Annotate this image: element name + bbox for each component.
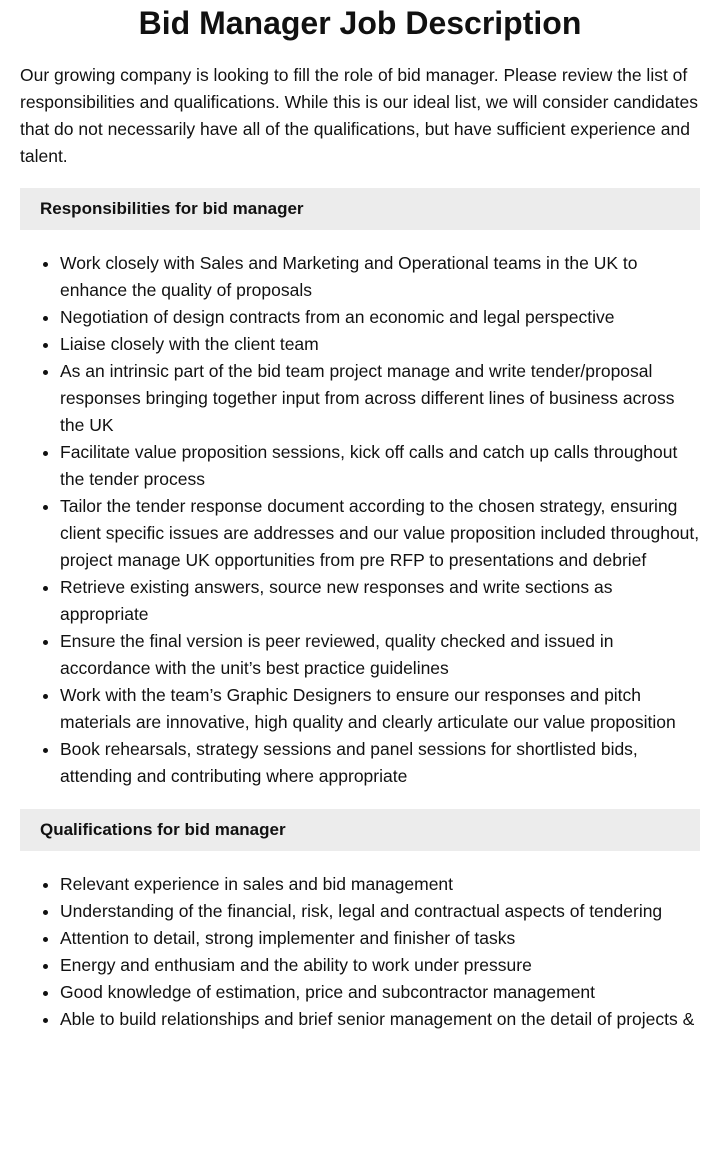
qualifications-list bbox=[20, 871, 700, 1033]
list-item: • Negotiation of design contracts from an economic and legal perspective bbox=[60, 304, 700, 331]
list-item: • Work closely with Sales and Marketing and Operational teams in the UK to enhance the quality of proposals bbox=[60, 250, 700, 304]
list-item: • Facilitate value proposition sessions, kick off calls and catch up calls throughout the tender process bbox=[60, 439, 700, 493]
page-title: Bid Manager Job Description bbox=[138, 5, 582, 41]
list-item: • Relevant experience in sales and bid management bbox=[60, 871, 700, 898]
list-item: • Book rehearsals, strategy sessions and panel sessions for shortlisted bids, attending and contributing where appropriate bbox=[60, 736, 700, 790]
list-item: • Understanding of the financial, risk, legal and contractual aspects of tendering bbox=[60, 898, 700, 925]
list-item: • Ensure the final version is peer reviewed, quality checked and issued in accordance with the unit’s best practice guidelines bbox=[60, 628, 700, 682]
list-item: • Good knowledge of estimation, price and subcontractor management bbox=[60, 979, 700, 1006]
list-item: • Attention to detail, strong implementer and finisher of tasks bbox=[60, 925, 700, 952]
responsibilities-heading: Responsibilities for bid manager bbox=[20, 188, 700, 230]
list-item: • Retrieve existing answers, source new responses and write sections as appropriate bbox=[60, 574, 700, 628]
responsibilities-list bbox=[20, 250, 700, 790]
intro-paragraph: Our growing company is looking to fill the role of bid manager. Please review the list of responsibilities and qualifications. While this is our ideal list, we will consider candidates that do not necessarily have all of the qualifications, but have sufficient experience and talent. bbox=[20, 65, 698, 166]
list-item: • Work with the team’s Graphic Designers to ensure our responses and pitch materials are innovative, high quality and clearly articulate our value proposition bbox=[60, 682, 700, 736]
list-item: • As an intrinsic part of the bid team project manage and write tender/proposal responses bringing together input from across different lines of business across the UK bbox=[60, 358, 700, 439]
qualifications-heading: Qualifications for bid manager bbox=[20, 809, 700, 851]
list-item: • Energy and enthusiam and the ability to work under pressure bbox=[60, 952, 700, 979]
list-item: • Tailor the tender response document according to the chosen strategy, ensuring client specific issues are addresses and our value proposition included throughout, project manage UK opportunities from pre RFP to presentations and debrief bbox=[60, 493, 700, 574]
list-item: • Liaise closely with the client team bbox=[60, 331, 700, 358]
list-item: • Able to build relationships and brief senior management on the detail of projects & bbox=[60, 1006, 700, 1033]
